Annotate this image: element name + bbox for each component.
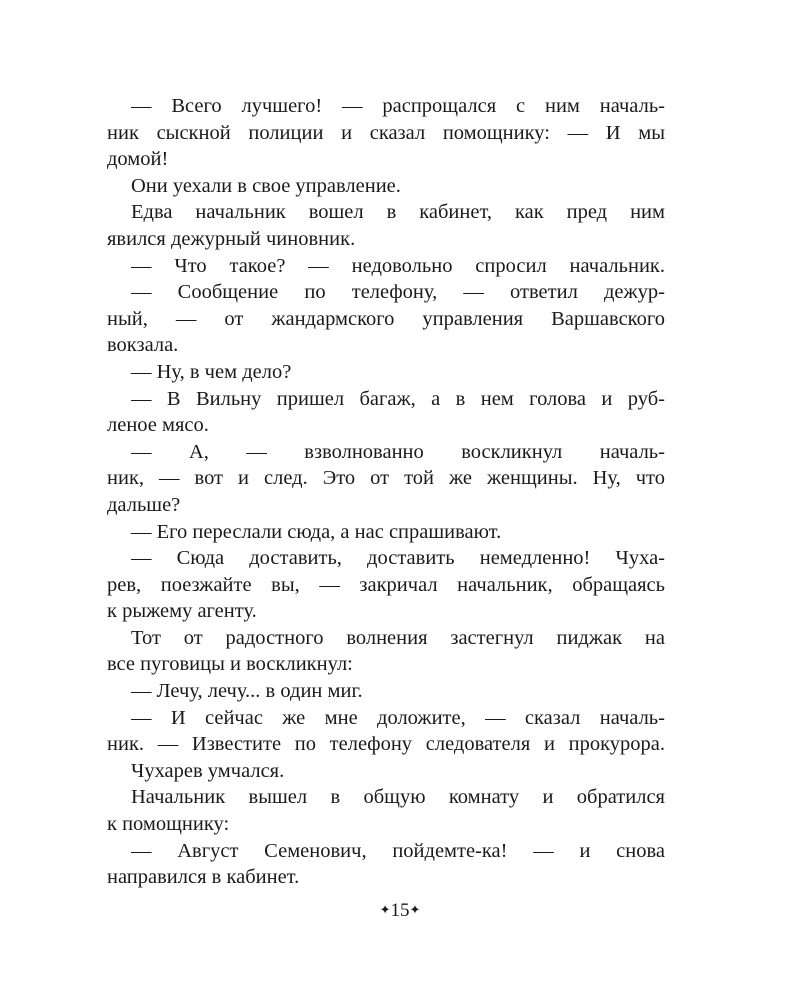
text-line: — Ну, в чем дело? <box>131 360 292 383</box>
text-line: ный, — от жандармского управления Варшавского <box>107 307 665 330</box>
text-line: — Сообщение по телефону, — ответил дежур- <box>131 281 665 304</box>
text-line: — И сейчас же мне доложите, — сказал началь- <box>131 706 665 729</box>
text-block <box>107 93 665 891</box>
text-line: к рыжему агенту. <box>107 600 257 623</box>
text-line: дальше? <box>107 493 181 516</box>
text-line: — Всего лучшего! — распрощался с ним началь- <box>131 95 665 117</box>
text-line: — А, — взволнованно воскликнул началь- <box>131 440 665 463</box>
ornament-right-icon: ✦ <box>409 902 421 917</box>
text-line: направился в кабинет. <box>107 866 300 889</box>
text-line: к помощнику: <box>107 813 230 836</box>
text-line: Начальник вышел в общую комнату и обратился <box>131 786 665 809</box>
page-number: 15 <box>390 900 410 921</box>
text-line: леное мясо. <box>107 414 209 437</box>
text-line: — Сюда доставить, доставить немедленно! Чуха- <box>131 547 665 570</box>
text-line: — Август Семенович, пойдемте-ка! — и снова <box>131 839 665 862</box>
text-line: рев, поезжайте вы, — закричал начальник, обращаясь <box>107 573 665 596</box>
text-line: Тот от радостного волнения застегнул пиджак на <box>131 626 665 649</box>
text-line: ник сыскной полиции и сказал помощнику: — И мы <box>107 121 665 144</box>
text-line: домой! <box>107 148 169 171</box>
text-line: явился дежурный чиновник. <box>107 227 356 250</box>
text-line: — В Вильну пришел багаж, а в нем голова и руб- <box>131 387 665 410</box>
text-line: Чухарев умчался. <box>131 759 285 782</box>
page-footer <box>0 898 800 923</box>
text-line: Едва начальник вошел в кабинет, как пред ним <box>131 201 665 224</box>
text-line: ник, — вот и след. Это от той же женщины. Ну, что <box>107 467 665 490</box>
text-line: вокзала. <box>107 334 179 357</box>
page-body <box>107 93 665 891</box>
text-line: все пуговицы и воскликнул: <box>107 653 353 676</box>
text-line: — Его переслали сюда, а нас спрашивают. <box>131 520 502 543</box>
ornament-left-icon: ✦ <box>379 902 391 917</box>
text-line: — Лечу, лечу... в один миг. <box>131 680 363 703</box>
text-line: Они уехали в свое управление. <box>131 174 401 197</box>
text-line: ник. — Известите по телефону следователя и прокурора. <box>107 733 665 756</box>
text-line: — Что такое? — недовольно спросил начальник. <box>131 254 665 277</box>
